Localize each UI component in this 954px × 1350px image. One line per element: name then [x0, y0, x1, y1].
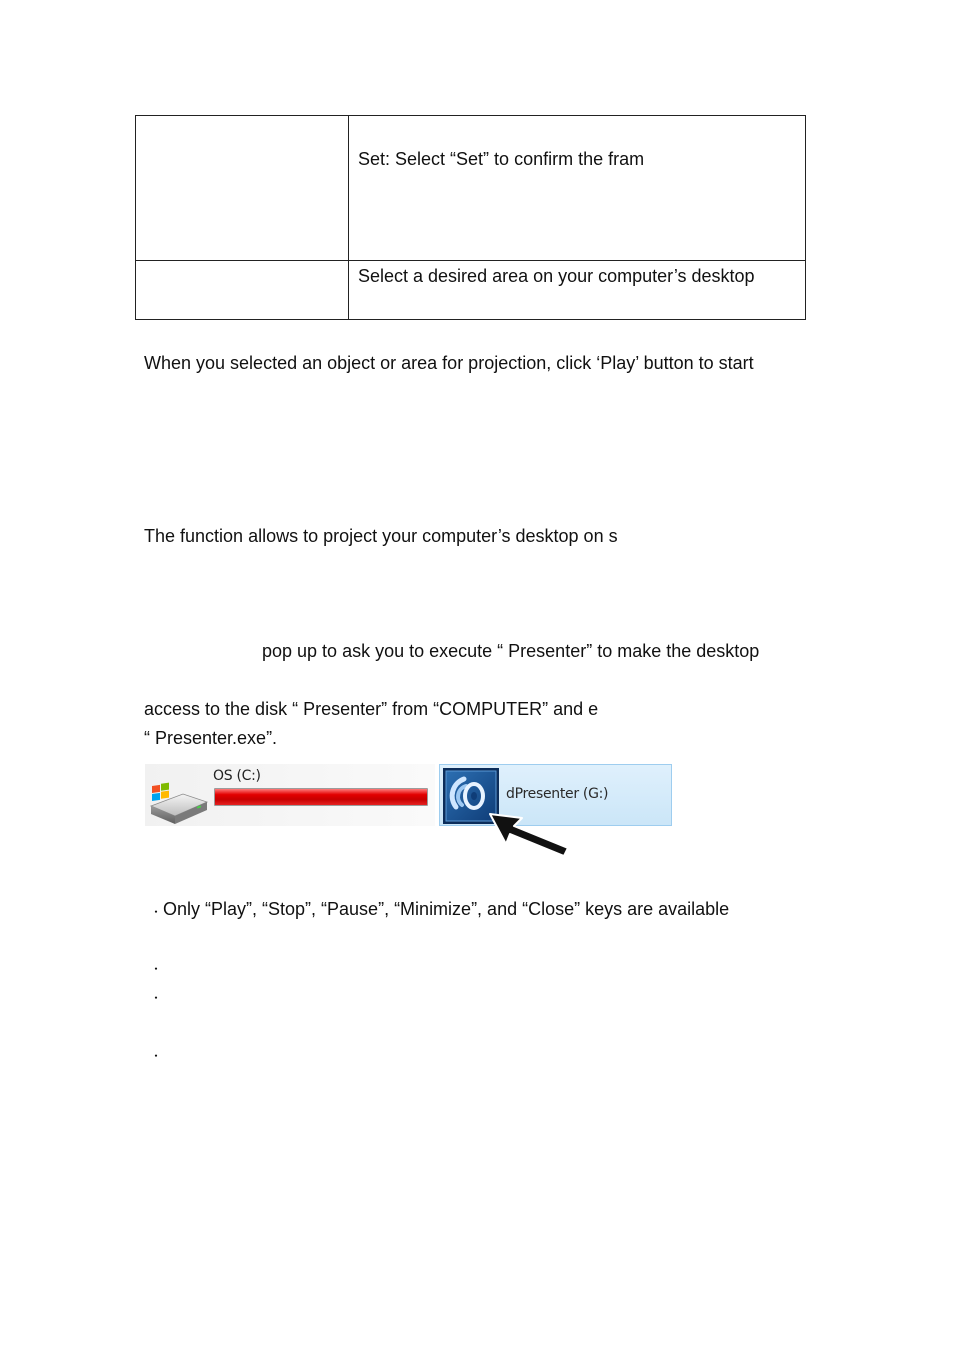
paragraph-popup: pop up to ask you to execute “ Presenter” to make the desktop: [262, 641, 760, 661]
table-cell-label: [136, 116, 349, 261]
table-row: [136, 116, 806, 261]
table-cell-description: [349, 261, 806, 320]
explorer-drives-strip: [145, 764, 673, 828]
table-cell-description: [349, 116, 806, 261]
drive-c-label: OS (C:): [213, 768, 261, 784]
table-cell-label: [136, 261, 349, 320]
set-description: Set: Select “Set” to confirm the fram: [358, 149, 645, 169]
paragraph-function: The function allows to project your computer’s desktop on s: [144, 526, 618, 546]
note-bullet: ・: [150, 991, 163, 1005]
options-table: [135, 115, 806, 320]
drive-c-usage-fill: [215, 789, 427, 805]
paragraph-access-line1: access to the disk “ Presenter” from “COMPUTER” and e: [144, 699, 599, 719]
hard-drive-windows-icon: [147, 780, 209, 826]
table-row: [136, 261, 806, 320]
drive-g-label: dPresenter (G:): [506, 786, 609, 802]
note-bullet: ・: [150, 905, 163, 919]
paragraph-play: When you selected an object or area for projection, click ‘Play’ button to start: [144, 353, 754, 373]
area-description: Select a desired area on your computer’s desktop: [358, 266, 755, 286]
pointer-arrow-icon: [480, 808, 572, 858]
note-bullet: ・: [150, 962, 163, 976]
drive-c-usage-bar: [214, 788, 428, 806]
drive-c-item[interactable]: [145, 764, 435, 826]
note-keys-available: Only “Play”, “Stop”, “Pause”, “Minimize”, and “Close” keys are available: [163, 899, 730, 919]
note-bullet: ・: [150, 1049, 163, 1063]
paragraph-access-line2: “ Presenter.exe”.: [144, 728, 278, 748]
